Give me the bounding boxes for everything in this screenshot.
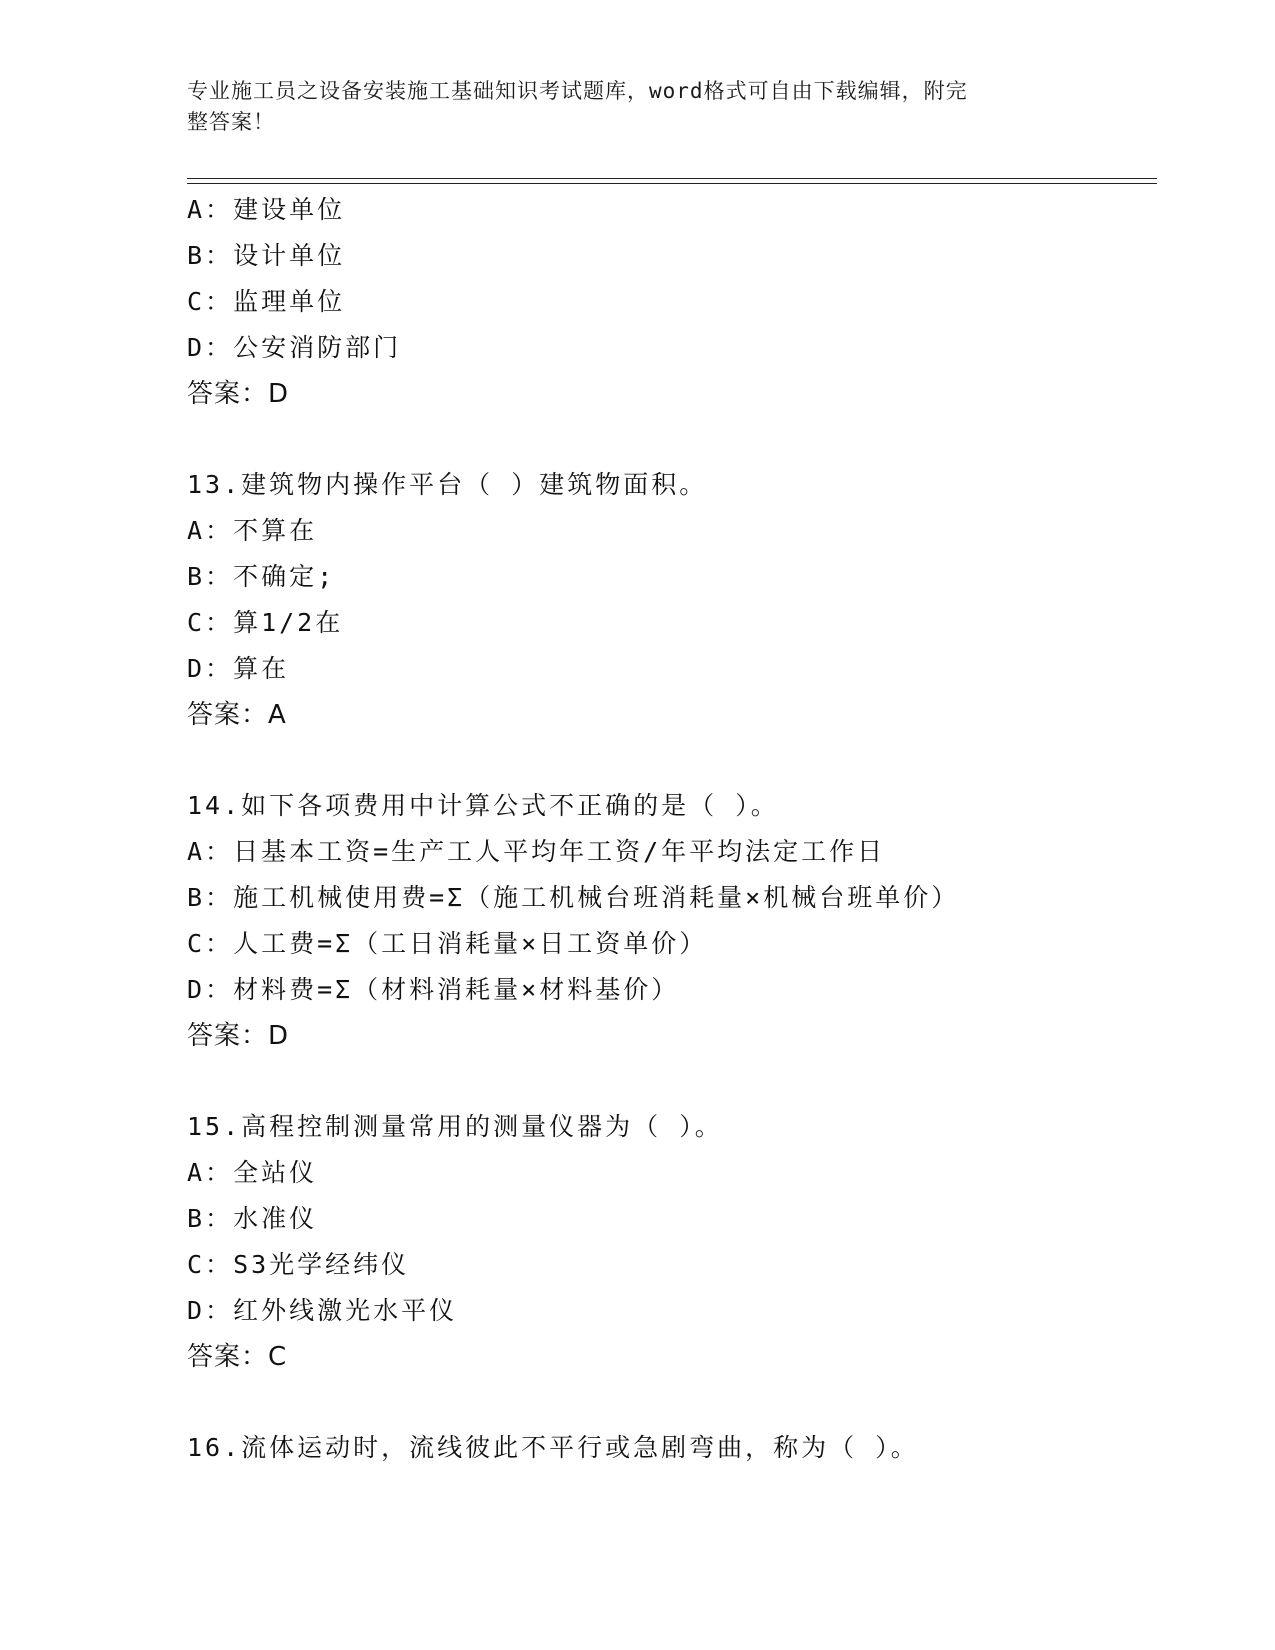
option-key: D： — [187, 975, 234, 1004]
header-divider-top — [187, 178, 1157, 179]
option-text: 公安消防部门 — [233, 333, 402, 362]
option-text: 不算在 — [233, 516, 318, 545]
option-key: B： — [187, 1204, 234, 1233]
option-b — [187, 875, 1187, 921]
question-stem: 16.流体运动时，流线彼此不平行或急剧弯曲，称为（ ）。 — [187, 1433, 919, 1462]
option-key: D： — [187, 1296, 234, 1325]
option-key: C： — [187, 1250, 234, 1279]
option-text: 水准仪 — [233, 1204, 318, 1233]
option-text: 日基本工资=生产工人平均年工资/年平均法定工作日 — [233, 837, 886, 866]
question-list — [187, 187, 1187, 1471]
document-header — [187, 76, 1067, 138]
option-text: 施工机械使用费=Σ（施工机械台班消耗量×机械台班单价） — [233, 883, 960, 912]
option-d — [187, 325, 1187, 371]
answer-line: 答案：A — [187, 700, 287, 730]
question-block-15 — [187, 1104, 1187, 1380]
option-b — [187, 233, 1187, 279]
option-key: C： — [187, 929, 234, 958]
answer-line: 答案：C — [187, 1342, 288, 1372]
option-c — [187, 279, 1187, 325]
option-text: S3光学经纬仪 — [233, 1250, 410, 1279]
option-text: 不确定; — [233, 562, 336, 591]
question-stem: 15.高程控制测量常用的测量仪器为（ ）。 — [187, 1112, 723, 1141]
option-c — [187, 921, 1187, 967]
question-block-prev — [187, 187, 1187, 417]
header-line-2: 整答案！ — [187, 110, 275, 134]
option-text: 算1/2在 — [233, 608, 344, 637]
option-c — [187, 1242, 1187, 1288]
option-b — [187, 554, 1187, 600]
question-block-14 — [187, 783, 1187, 1059]
option-a — [187, 1150, 1187, 1196]
option-d — [187, 1288, 1187, 1334]
spacer — [187, 738, 1187, 783]
option-text: 材料费=Σ（材料消耗量×材料基价） — [233, 975, 680, 1004]
option-key: D： — [187, 333, 234, 362]
option-key: C： — [187, 608, 234, 637]
option-key: B： — [187, 241, 234, 270]
answer-line: 答案：D — [187, 379, 290, 409]
question-block-16 — [187, 1425, 1187, 1471]
option-key: D： — [187, 654, 234, 683]
option-text: 人工费=Σ（工日消耗量×日工资单价） — [233, 929, 708, 958]
answer-line: 答案：D — [187, 1021, 290, 1051]
option-key: C： — [187, 287, 234, 316]
option-text: 设计单位 — [233, 241, 346, 270]
option-a — [187, 187, 1187, 233]
option-a — [187, 829, 1187, 875]
option-a — [187, 508, 1187, 554]
spacer — [187, 1059, 1187, 1104]
option-key: B： — [187, 883, 234, 912]
question-stem: 13.建筑物内操作平台（ ）建筑物面积。 — [187, 470, 708, 499]
option-key: A： — [187, 837, 234, 866]
option-key: A： — [187, 1158, 234, 1187]
question-stem: 14.如下各项费用中计算公式不正确的是（ ）。 — [187, 791, 779, 820]
header-line-1: 专业施工员之设备安装施工基础知识考试题库，word格式可自由下载编辑，附完 — [187, 79, 968, 103]
option-text: 监理单位 — [233, 287, 346, 316]
option-text: 算在 — [233, 654, 290, 683]
header-divider-bottom — [187, 183, 1157, 184]
option-key: B： — [187, 562, 234, 591]
question-block-13 — [187, 462, 1187, 738]
option-c — [187, 600, 1187, 646]
option-d — [187, 967, 1187, 1013]
option-d — [187, 646, 1187, 692]
spacer — [187, 417, 1187, 462]
option-text: 红外线激光水平仪 — [233, 1296, 458, 1325]
option-b — [187, 1196, 1187, 1242]
option-text: 全站仪 — [233, 1158, 318, 1187]
option-text: 建设单位 — [233, 195, 346, 224]
option-key: A： — [187, 516, 234, 545]
spacer — [187, 1380, 1187, 1425]
option-key: A： — [187, 195, 234, 224]
